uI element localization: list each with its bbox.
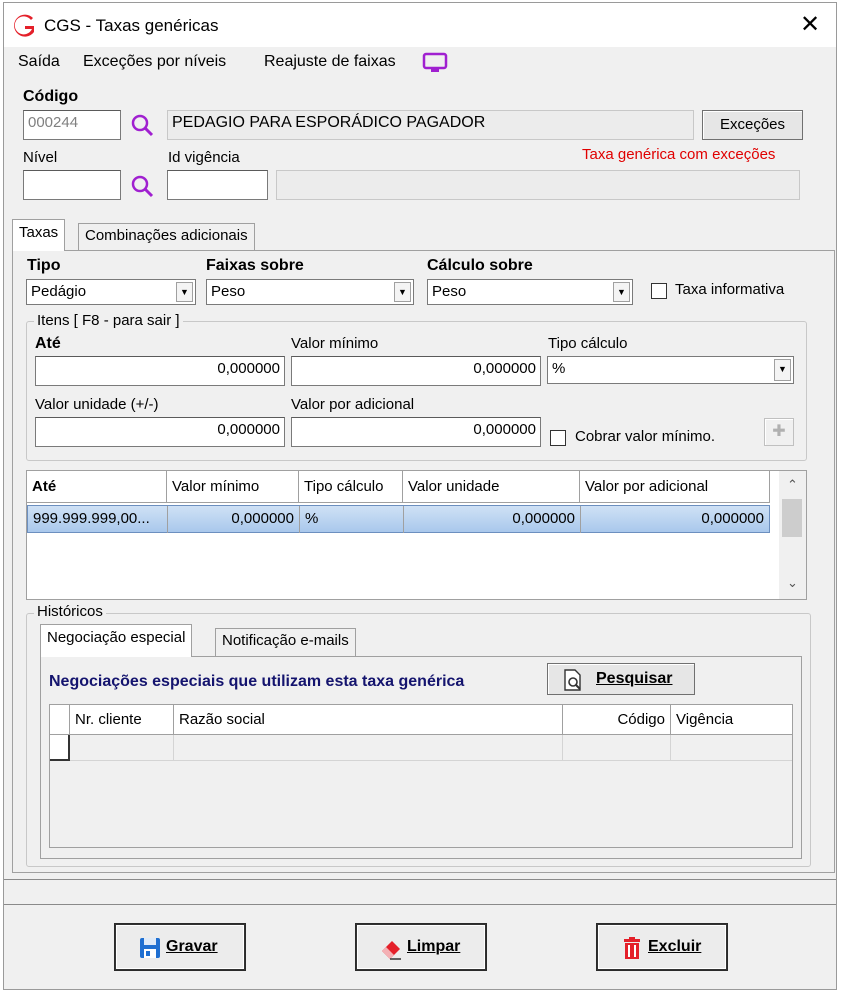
col-header-valor-unidade[interactable]: Valor unidade (403, 471, 580, 503)
status-bar (4, 879, 836, 905)
col-header-codigo[interactable]: Código (563, 705, 671, 735)
id-vigencia-label: Id vigência (168, 149, 240, 166)
faixas-sobre-value: Peso (211, 283, 246, 300)
scroll-thumb[interactable] (782, 499, 802, 537)
taxa-informativa-checkbox[interactable] (651, 283, 667, 299)
valor-minimo-label: Valor mínimo (291, 335, 379, 352)
cobrar-minimo-checkbox[interactable] (550, 430, 566, 446)
nivel-label: Nível (23, 149, 58, 166)
tab-taxas[interactable]: Taxas (12, 219, 65, 251)
menu-excecoes-por-niveis[interactable]: Exceções por níveis (83, 53, 227, 70)
faixas-sobre-select[interactable] (206, 279, 414, 305)
menu-reajuste-de-faixas[interactable]: Reajuste de faixas (264, 53, 396, 70)
vigencia-descricao-field (276, 170, 800, 200)
descricao-field[interactable]: PEDAGIO PARA ESPORÁDICO PAGADOR (167, 110, 694, 140)
excecoes-message: Taxa genérica com exceções (582, 146, 776, 163)
col-header-razao-social[interactable]: Razão social (174, 705, 563, 735)
col-header-tipo-calculo[interactable]: Tipo cálculo (299, 471, 403, 503)
save-icon (138, 936, 162, 960)
grid-empty-area (50, 761, 792, 847)
window-title: CGS - Taxas genéricas (44, 16, 219, 35)
codigo-label: Código (23, 88, 79, 105)
itens-grid-scrollbar[interactable] (779, 471, 806, 599)
calculo-sobre-select[interactable] (427, 279, 633, 305)
cell-tipo-calculo: % (300, 506, 404, 533)
col-header-nr-cliente[interactable]: Nr. cliente (70, 705, 174, 735)
excluir-button[interactable] (597, 924, 727, 970)
scroll-up-icon[interactable]: ⌃ (787, 477, 798, 492)
tipo-calculo-select[interactable] (547, 356, 794, 384)
search-document-icon (562, 669, 584, 691)
cell-valor-adicional: 0,000000 (701, 510, 764, 527)
valor-unidade-label: Valor unidade (+/-) (35, 396, 159, 413)
cell-valor-unidade: 0,000000 (404, 506, 581, 533)
monitor-icon[interactable] (422, 52, 448, 74)
app-logo-icon (12, 14, 36, 38)
gravar-label: Gravar (166, 938, 218, 955)
trash-icon (620, 936, 644, 960)
valor-unidade-field[interactable]: 0,000000 (35, 417, 285, 447)
tab-negociacao-especial[interactable]: Negociação especial (40, 624, 192, 657)
valor-adicional-label: Valor por adicional (291, 396, 415, 413)
tipo-calculo-label: Tipo cálculo (548, 335, 628, 352)
chevron-down-icon: ▼ (774, 359, 791, 381)
itens-group-title: Itens [ F8 - para sair ] (34, 312, 183, 329)
row-indicator (50, 735, 70, 761)
excluir-label: Excluir (648, 938, 702, 955)
chevron-down-icon: ▼ (176, 282, 193, 302)
col-header-ate[interactable]: Até (27, 471, 167, 503)
cobrar-minimo-label: Cobrar valor mínimo. (575, 428, 716, 445)
col-header-valor-minimo[interactable]: Valor mínimo (167, 471, 299, 503)
empty-table-row (70, 735, 792, 761)
tipo-calculo-value: % (552, 360, 566, 377)
pesquisar-label: Pesquisar (596, 670, 673, 687)
gravar-button[interactable] (115, 924, 245, 970)
negociacoes-grid (49, 704, 793, 848)
tipo-label: Tipo (27, 257, 61, 274)
col-header-valor-adicional[interactable]: Valor por adicional (580, 471, 770, 503)
menu-saida[interactable]: Saída (18, 53, 60, 70)
row-indicator-header (50, 705, 70, 735)
add-item-button[interactable]: ✚ (764, 418, 794, 446)
tab-notificacao-emails[interactable]: Notificação e-mails (215, 628, 356, 656)
main-window (3, 2, 837, 990)
valor-adicional-field[interactable]: 0,000000 (291, 417, 541, 447)
ate-label: Até (35, 335, 61, 352)
eraser-icon (379, 936, 403, 960)
limpar-label: Limpar (407, 938, 461, 955)
codigo-field[interactable]: 000244 (23, 110, 121, 140)
tipo-select[interactable] (26, 279, 196, 305)
limpar-button[interactable] (356, 924, 486, 970)
itens-grid (26, 470, 807, 600)
col-header-vigencia[interactable]: Vigência (671, 705, 792, 735)
nivel-field[interactable] (23, 170, 121, 200)
negociacoes-title: Negociações especiais que utilizam esta taxa genérica (49, 673, 465, 690)
close-button[interactable]: ✕ (799, 11, 821, 38)
excecoes-button[interactable]: Exceções (702, 110, 803, 140)
historicos-group-title: Históricos (34, 603, 106, 620)
chevron-down-icon: ▼ (394, 282, 411, 302)
menu-bar (4, 47, 836, 77)
faixas-sobre-label: Faixas sobre (206, 257, 304, 274)
valor-minimo-field[interactable]: 0,000000 (291, 356, 541, 386)
pesquisar-button[interactable] (547, 663, 695, 695)
chevron-down-icon: ▼ (613, 282, 630, 302)
taxa-informativa-label: Taxa informativa (675, 281, 785, 298)
codigo-search-icon[interactable] (130, 113, 154, 137)
nivel-search-icon[interactable] (130, 174, 154, 198)
title-bar (4, 3, 836, 47)
table-row[interactable] (27, 505, 770, 533)
id-vigencia-field[interactable] (167, 170, 268, 200)
calculo-sobre-label: Cálculo sobre (427, 257, 533, 274)
calculo-sobre-value: Peso (432, 283, 467, 300)
scroll-down-icon[interactable]: ⌄ (787, 575, 798, 590)
cell-valor-minimo: 0,000000 (168, 506, 300, 533)
cell-ate: 999.999.999,00... (28, 506, 168, 533)
ate-field[interactable]: 0,000000 (35, 356, 285, 386)
tab-combinacoes-adicionais[interactable]: Combinações adicionais (78, 223, 255, 250)
tipo-select-value: Pedágio (31, 283, 87, 300)
